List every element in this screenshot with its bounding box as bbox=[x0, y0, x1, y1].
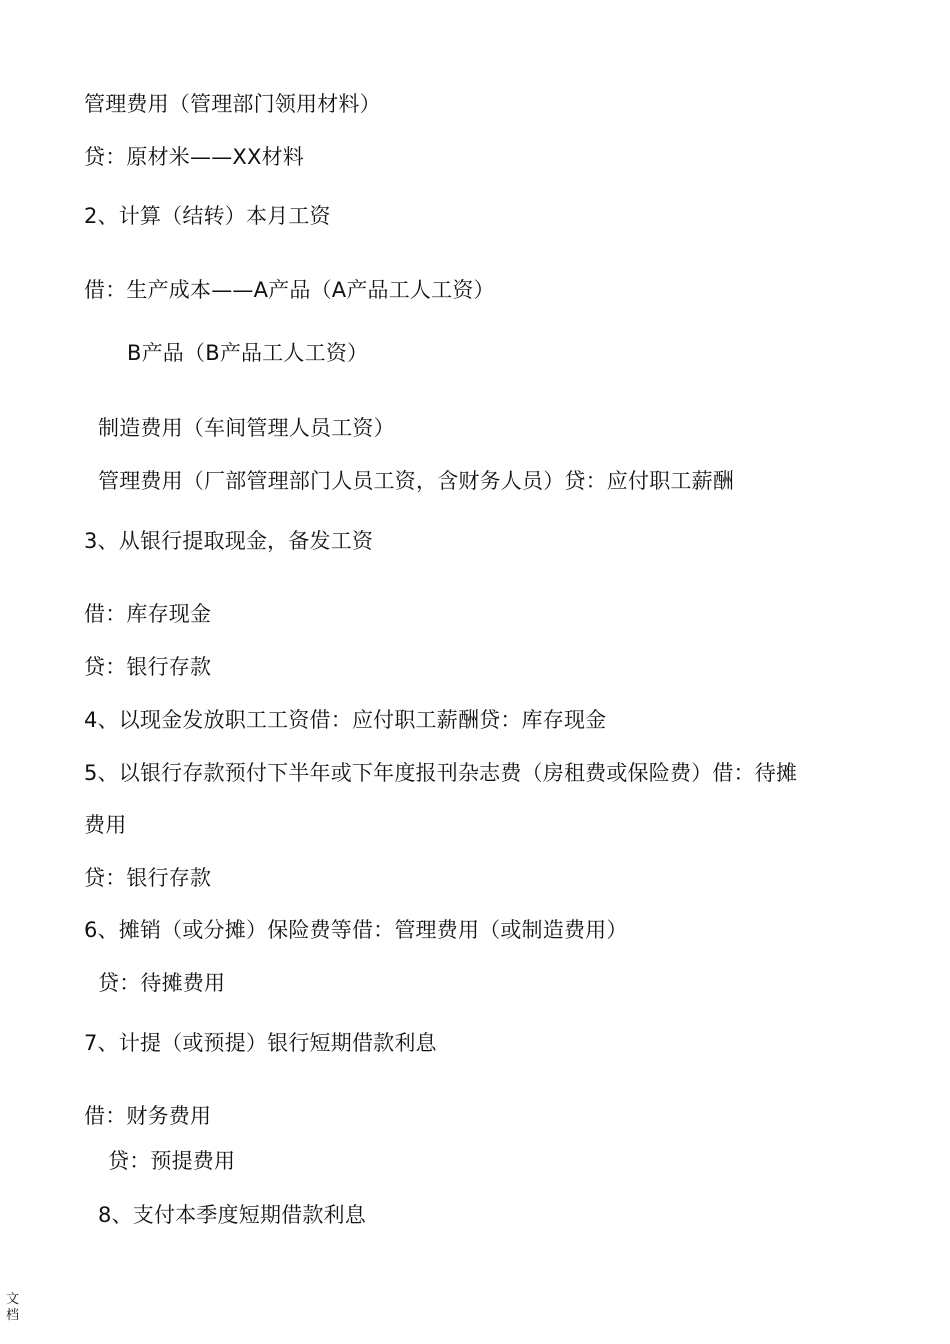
text-line: 管理费用（管理部门领用材料） bbox=[84, 92, 381, 116]
text-line: 6、摊销（或分摊）保险费等借：管理费用（或制造费用） bbox=[84, 918, 628, 942]
text-line: 贷：银行存款 bbox=[84, 655, 212, 679]
text-line: 8、支付本季度短期借款利息 bbox=[98, 1203, 366, 1227]
footer-label: 文档 bbox=[6, 1292, 20, 1323]
text-line: 5、以银行存款预付下半年或下年度报刊杂志费（房租费或保险费）借：待摊 bbox=[84, 761, 798, 785]
text-line: 7、计提（或预提）银行短期借款利息 bbox=[84, 1031, 437, 1055]
text-line: 贷：预提费用 bbox=[108, 1149, 236, 1173]
text-line: 借：生产成本——A产品（A产品工人工资） bbox=[84, 278, 495, 302]
text-line: 2、计算（结转）本月工资 bbox=[84, 204, 331, 228]
text-line: 贷：银行存款 bbox=[84, 866, 212, 890]
text-line: 贷：原材米——XX材料 bbox=[84, 145, 304, 169]
text-line: 制造费用（车间管理人员工资） bbox=[98, 416, 395, 440]
text-line: 借：财务费用 bbox=[84, 1104, 212, 1128]
text-line: 贷：待摊费用 bbox=[98, 971, 226, 995]
text-line: 费用 bbox=[84, 813, 127, 837]
text-line: 4、以现金发放职工工资借：应付职工薪酬贷：库存现金 bbox=[84, 708, 607, 732]
text-line: 借：库存现金 bbox=[84, 602, 212, 626]
text-line: 管理费用（厂部管理部门人员工资，含财务人员）贷：应付职工薪酬 bbox=[98, 469, 734, 493]
text-line: 3、从银行提取现金，备发工资 bbox=[84, 529, 374, 553]
text-line: B产品（B产品工人工资） bbox=[127, 341, 369, 365]
